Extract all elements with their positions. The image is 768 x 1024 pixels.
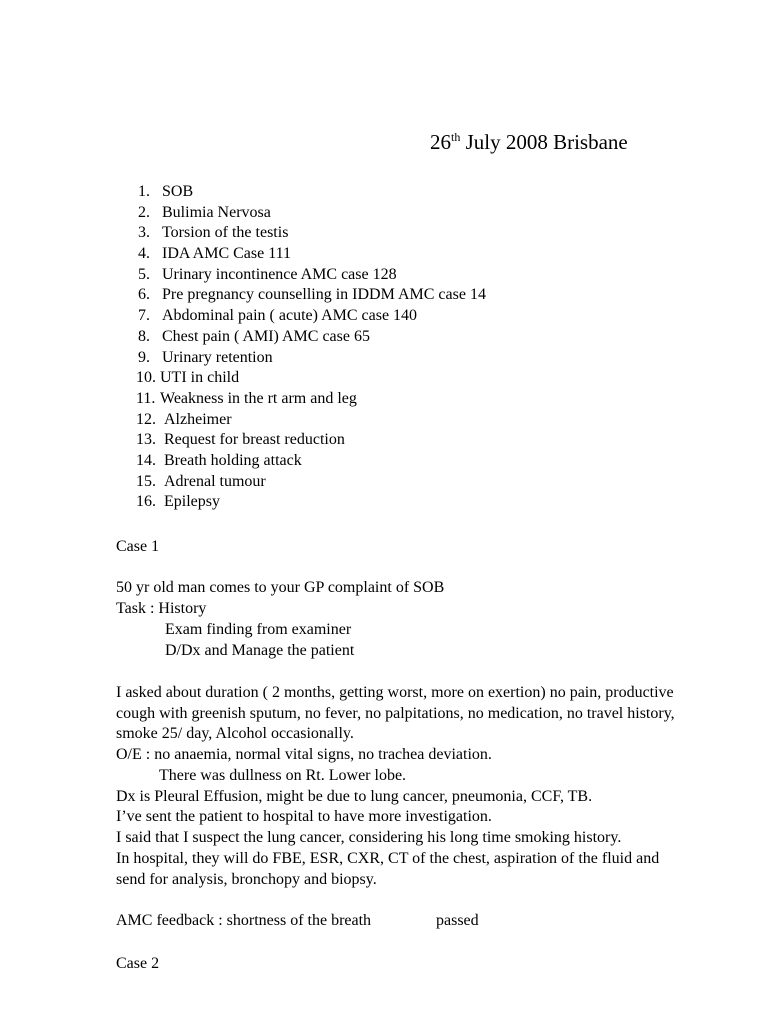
case-list-label: Urinary retention: [162, 348, 273, 366]
date-day: 26: [430, 130, 451, 154]
case1-feedback-label: AMC feedback : shortness of the breath: [116, 912, 372, 929]
case1-body-line: I asked about duration ( 2 months, getting worst, more on exertion) no pain, productive: [116, 684, 674, 701]
case-list-item: [138, 223, 486, 244]
case1-task-manage: D/Dx and Manage the patient: [165, 642, 355, 659]
case-list-item: [138, 430, 486, 451]
case-list-label: Breath holding attack: [164, 451, 302, 469]
case-list-label: Adrenal tumour: [164, 472, 266, 490]
case-list-item: [138, 389, 486, 410]
case1-task-history: Task : History: [116, 600, 207, 617]
case-list-number: 8.: [138, 327, 150, 345]
case-list-number: 11.: [136, 389, 156, 407]
case-list-label: Abdominal pain ( acute) AMC case 140: [162, 307, 418, 325]
case1-body-line: smoke 25/ day, Alcohol occasionally.: [116, 725, 354, 742]
case-list-number: 9.: [138, 348, 150, 366]
case1-body-line: In hospital, they will do FBE, ESR, CXR, CT of the chest, aspiration of the fluid and: [116, 850, 660, 867]
case-list-label: Alzheimer: [164, 410, 232, 428]
case-list-item: [138, 451, 486, 472]
case-list-label: Request for breast reduction: [164, 431, 345, 449]
case-list-label: Torsion of the testis: [162, 224, 289, 242]
case-list-item: [138, 492, 486, 513]
case1-diagnosis: Dx is Pleural Effusion, might be due to lung cancer, pneumonia, CCF, TB.: [116, 788, 593, 805]
case-list-number: 3.: [138, 224, 150, 242]
case-list: [138, 182, 486, 513]
case-list-label: Urinary incontinence AMC case 128: [162, 265, 397, 283]
case-list-item: [138, 306, 486, 327]
case-list-number: 16.: [136, 493, 156, 511]
case-list-number: 15.: [136, 472, 156, 490]
case1-task-exam: Exam finding from examiner: [165, 621, 352, 638]
case1-heading: Case 1: [116, 538, 160, 555]
case-list-label: Weakness in the rt arm and leg: [160, 389, 357, 407]
case-list-item: [138, 285, 486, 306]
case1-intro: 50 yr old man comes to your GP complaint of SOB: [116, 579, 445, 596]
case-list-label: Chest pain ( AMI) AMC case 65: [162, 327, 370, 345]
case2-heading: Case 2: [116, 955, 160, 972]
date-day-suffix: th: [451, 130, 461, 144]
case-list-label: Bulimia Nervosa: [162, 203, 271, 221]
case-list-number: 1.: [138, 183, 150, 200]
case-list-number: 7.: [138, 307, 150, 325]
document-date-heading: [430, 128, 628, 156]
case-list-number: 2.: [138, 203, 150, 221]
case-list-number: 5.: [138, 265, 150, 283]
case1-body-line: I’ve sent the patient to hospital to have more investigation.: [116, 808, 492, 825]
case-list-label: SOB: [162, 183, 194, 200]
case-list-item: [138, 348, 486, 369]
case1-exam-dullness: There was dullness on Rt. Lower lobe.: [159, 767, 407, 784]
case-list-number: 10.: [136, 369, 156, 387]
case-list-item: [138, 244, 486, 265]
case-list-number: 14.: [136, 451, 156, 469]
case-list-item: [138, 368, 486, 389]
case-list-item: [138, 203, 486, 224]
case-list-item: [138, 327, 486, 348]
case-list-item: [138, 182, 486, 203]
case1-body-line: send for analysis, bronchopy and biopsy.: [116, 871, 377, 888]
case-list-label: UTI in child: [160, 369, 240, 387]
case-list-item: [138, 410, 486, 431]
case-list-number: 13.: [136, 431, 156, 449]
case-list-number: 12.: [136, 410, 156, 428]
case1-exam-findings: O/E : no anaemia, normal vital signs, no trachea deviation.: [116, 746, 492, 763]
case-list-label: Pre pregnancy counselling in IDDM AMC case 14: [162, 286, 486, 304]
case-list-item: [138, 472, 486, 493]
date-rest: July 2008 Brisbane: [460, 130, 628, 154]
case-list-label: Epilepsy: [164, 493, 220, 511]
case1-body-line: cough with greenish sputum, no fever, no palpitations, no medication, no travel history,: [116, 705, 675, 722]
case-list-item: [138, 265, 486, 286]
case-list-number: 4.: [138, 245, 150, 263]
case1-feedback-result: passed: [436, 912, 479, 929]
case1-body-line: I said that I suspect the lung cancer, considering his long time smoking history.: [116, 829, 622, 846]
case-list-label: IDA AMC Case 111: [162, 245, 292, 263]
case-list-number: 6.: [138, 286, 150, 304]
